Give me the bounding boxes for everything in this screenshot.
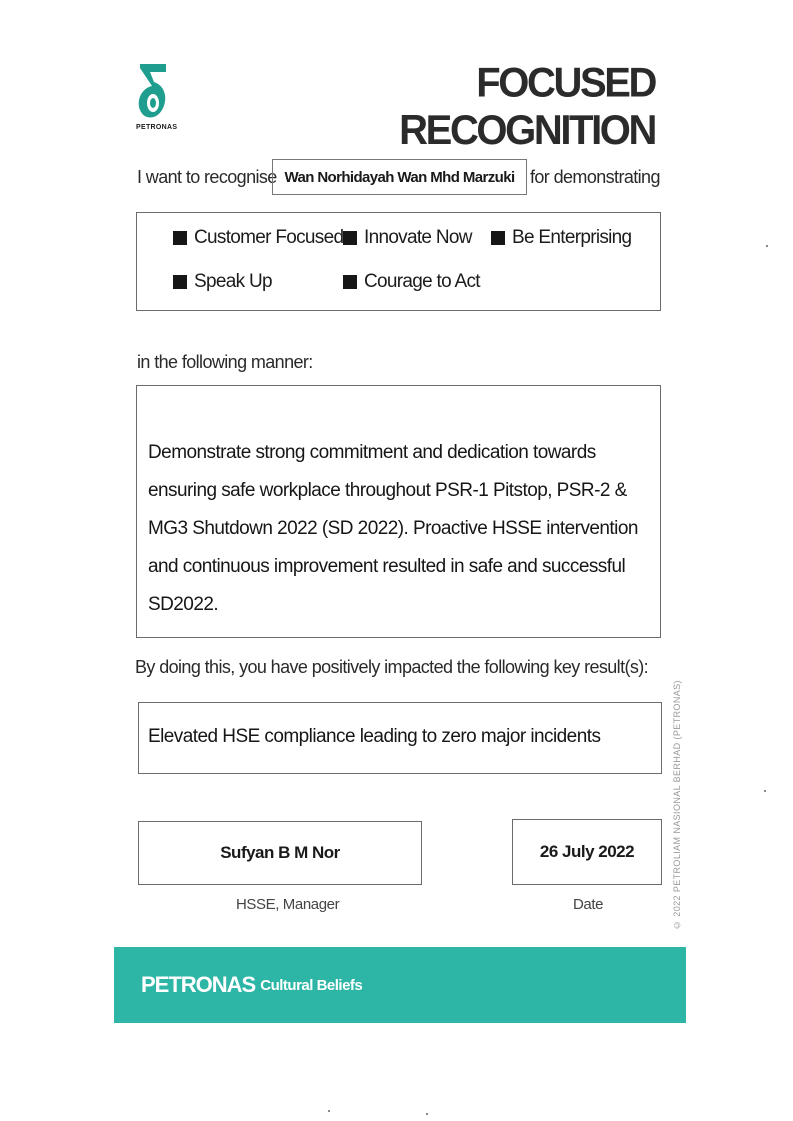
checkbox-icon xyxy=(491,231,505,245)
logo-wordmark: PETRONAS xyxy=(136,124,178,131)
manner-text: Demonstrate strong commitment and dedication towards ensuring safe workplace throughout PSR-1 Pitstop, PSR-2 & MG3 Shutdown 2022 (SD 2022). Proactive HSSE intervention and continuous improvement resulted in safe and successful SD2022. xyxy=(148,442,638,615)
scan-speck xyxy=(426,1113,428,1115)
signer-name-field[interactable]: Sufyan B M Nor xyxy=(138,821,422,885)
manner-label: in the following manner: xyxy=(137,352,313,372)
recipient-name-field[interactable]: Wan Norhidayah Wan Mhd Marzuki xyxy=(272,159,527,195)
footer-brand: PETRONAS xyxy=(141,972,256,997)
date-field[interactable]: 26 July 2022 xyxy=(512,819,662,885)
recognise-prefix-label: I want to recognise xyxy=(137,167,277,187)
belief-customer-focused[interactable]: Customer Focused xyxy=(173,227,343,249)
footer-banner xyxy=(114,947,686,1023)
signer-title: HSSE, Manager xyxy=(236,896,340,913)
copyright-notice: © 2022 PETROLIAM NASIONAL BERHAD (PETRONAS) xyxy=(672,680,682,930)
checkbox-icon xyxy=(173,231,187,245)
beliefs-box xyxy=(136,212,661,311)
checkbox-icon xyxy=(343,275,357,289)
recognise-suffix-label: for demonstrating xyxy=(530,167,660,187)
belief-be-enterprising[interactable]: Be Enterprising xyxy=(491,227,631,249)
petronas-logo xyxy=(136,60,186,131)
scan-speck xyxy=(764,790,766,792)
impact-label: By doing this, you have positively impacted the following key result(s): xyxy=(135,657,649,677)
scan-speck xyxy=(328,1110,330,1112)
belief-innovate-now[interactable]: Innovate Now xyxy=(343,227,472,249)
checkbox-icon xyxy=(343,231,357,245)
petronas-emblem-icon xyxy=(136,60,170,122)
date-label: Date xyxy=(573,896,604,913)
page-title: FOCUSED RECOGNITION xyxy=(399,59,655,154)
belief-speak-up[interactable]: Speak Up xyxy=(173,271,272,293)
checkbox-icon xyxy=(173,275,187,289)
key-result-text: Elevated HSE compliance leading to zero major incidents xyxy=(148,726,601,747)
belief-courage-to-act[interactable]: Courage to Act xyxy=(343,271,480,293)
footer-subtitle: Cultural Beliefs xyxy=(260,976,363,994)
scan-speck xyxy=(766,245,768,247)
